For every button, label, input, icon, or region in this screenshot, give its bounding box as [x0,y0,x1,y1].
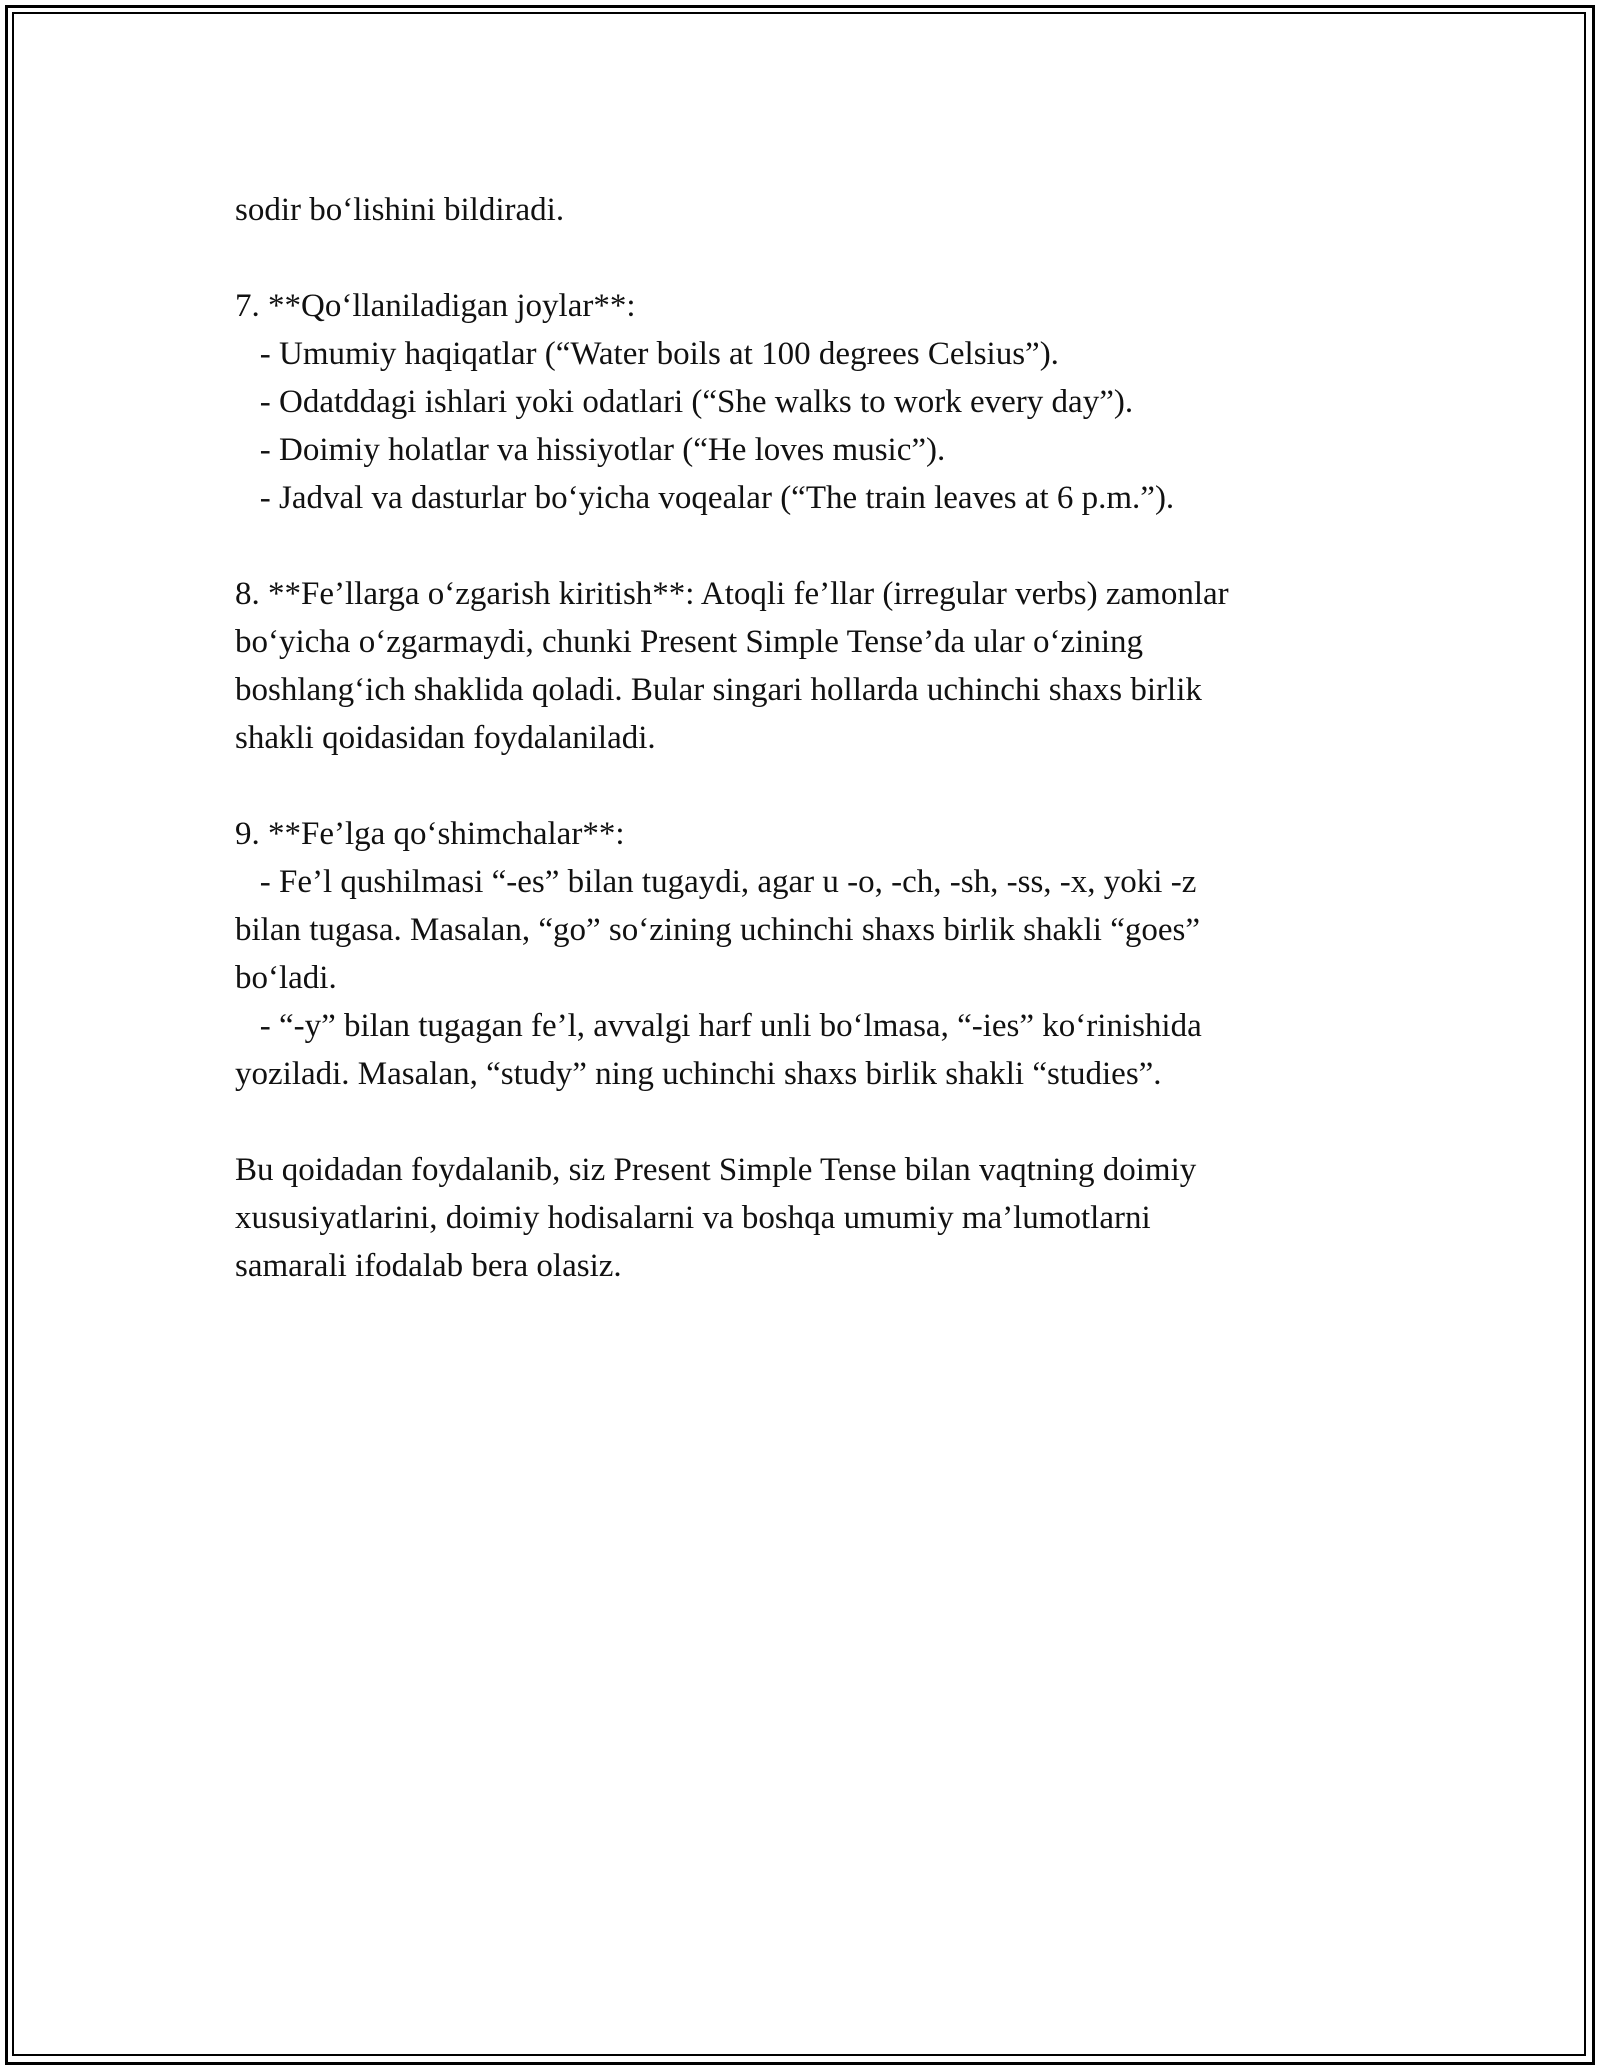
list-item: - “-y” bilan tugagan fe’l, avvalgi harf unli bo‘lmasa, “-ies” ko‘rinishida [235,1008,1202,1044]
section-7-heading: 7. **Qo‘llaniladigan joylar**: [235,288,636,324]
list-item: - Odatddagi ishlari yoki odatlari (“She walks to work every day”). [235,384,1134,420]
text-line: yoziladi. Masalan, “study” ning uchinchi shaxs birlik shakli “studies”. [235,1056,1162,1092]
paragraph-gap [235,234,1365,282]
paragraph-gap [235,1098,1365,1146]
list-item: - Umumiy haqiqatlar (“Water boils at 100 degrees Celsius”). [235,336,1059,372]
text-line: bilan tugasa. Masalan, “go” so‘zining uchinchi shaxs birlik shakli “goes” [235,912,1201,948]
text-line: shakli qoidasidan foydalaniladi. [235,720,656,756]
text-line: bo‘ladi. [235,960,337,996]
section-8-heading: 8. **Fe’llarga o‘zgarish kiritish**: Atoqli fe’llar (irregular verbs) zamonlar [235,576,1229,612]
list-item: - Jadval va dasturlar bo‘yicha voqealar (“The train leaves at 6 p.m.”). [235,480,1175,516]
text-line: sodir bo‘lishini bildiradi. [235,192,565,228]
conclusion-line: xususiyatlarini, doimiy hodisalarni va boshqa umumiy ma’lumotlarni [235,1200,1151,1236]
text-line: bo‘yicha o‘zgarmaydi, chunki Present Simple Tense’da ular o‘zining [235,624,1143,660]
list-item: - Doimiy holatlar va hissiyotlar (“He loves music”). [235,432,946,468]
paragraph-gap [235,762,1365,810]
conclusion-line: samarali ifodalab bera olasiz. [235,1248,622,1284]
document-body [235,186,1365,1290]
text-line: boshlang‘ich shaklida qoladi. Bular singari hollarda uchinchi shaxs birlik [235,672,1202,708]
section-9-heading: 9. **Fe’lga qo‘shimchalar**: [235,816,625,852]
conclusion-line: Bu qoidadan foydalanib, siz Present Simple Tense bilan vaqtning doimiy [235,1152,1197,1188]
paragraph-gap [235,522,1365,570]
list-item: - Fe’l qushilmasi “-es” bilan tugaydi, agar u -o, -ch, -sh, -ss, -x, yoki -z [235,864,1197,900]
